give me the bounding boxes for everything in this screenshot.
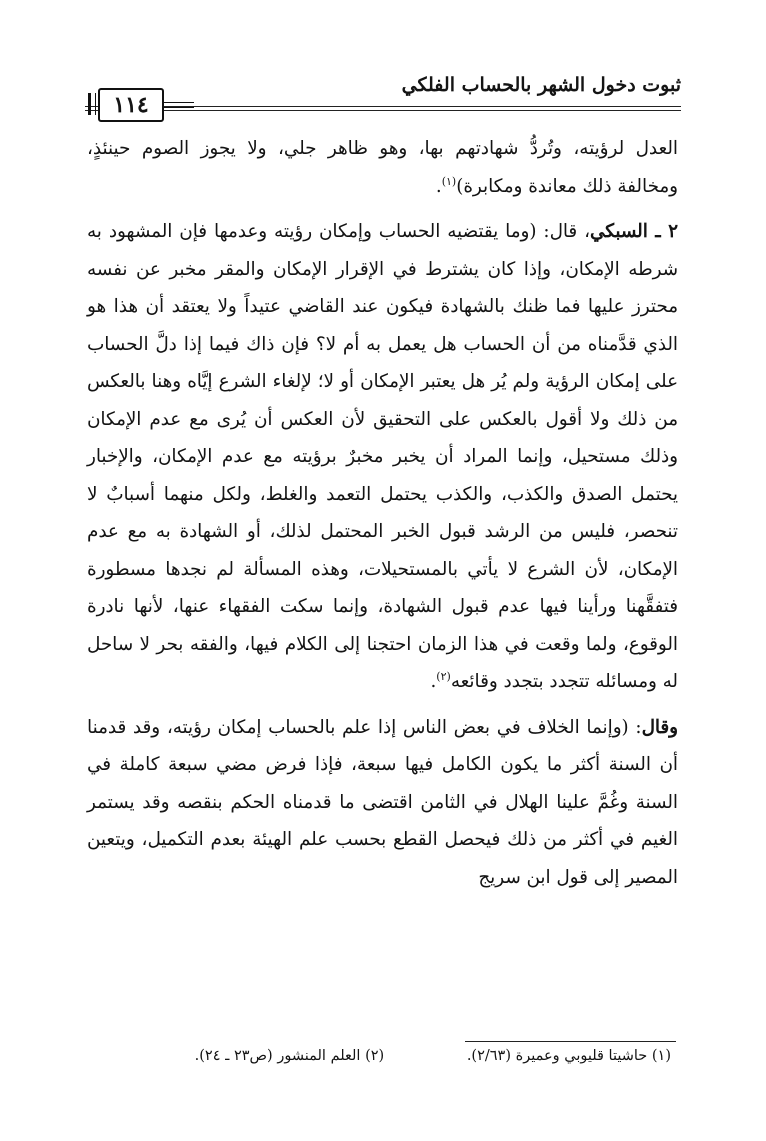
page-number-line-top: [164, 102, 194, 103]
paragraph-2-lead: ٢ ـ السبكي: [590, 221, 678, 242]
page-number-ornament: [88, 88, 228, 120]
footnote-ref-2: (٢): [436, 669, 451, 683]
page-number-bar: [88, 93, 96, 115]
paragraph-2-end: .: [430, 671, 437, 692]
paragraph-3-lead: وقال: [641, 716, 678, 738]
paragraph-3-text: : (وإنما الخلاف في بعض الناس إذا علم بالحساب إمكان رؤيته، وقد قدمنا أن السنة أكثر ما يكون الكامل فيها سبعة، فإذا فرض مضي سبعة كاملة في السنة وغُمَّ علينا الهلال في الثامن اقتضى ما قدمناه الحكم بنقصه وقد يستمر الغيم في أكثر من ذلك فيحصل القطع بحسب علم الهيئة بعدم التكميل، ويتعين المصير إلى قول ابن سريج: [87, 716, 678, 888]
paragraph-1-end: .: [435, 175, 442, 197]
footnotes: [95, 1048, 671, 1064]
paragraph-3: [87, 709, 678, 897]
footnote-ref-1: (١): [441, 174, 457, 188]
paragraph-1: [87, 130, 678, 205]
header-title: ثبوت دخول الشهر بالحساب الفلكي: [401, 74, 681, 96]
body-text: [87, 130, 678, 896]
footnote-separator: [465, 1041, 676, 1042]
paragraph-2: [87, 213, 678, 701]
footnote-2: (٢) العلم المنشور (ص٢٣ ـ ٢٤).: [194, 1048, 385, 1064]
page-number-line-bottom: [164, 107, 194, 108]
paragraph-1-text: العدل لرؤيته، وتُردُّ شهادتهم بها، وهو ظاهر جلي، ولا يجوز الصوم حينئذٍ، ومخالفة ذلك معاندة ومكابرة): [87, 138, 678, 197]
footnote-1: (١) حاشيتا قليوبي وعميرة (٢/٦٣).: [466, 1048, 671, 1064]
page-number: ١١٤: [98, 88, 164, 122]
paragraph-2-text: ، قال: (وما يقتضيه الحساب وإمكان رؤيته وعدمها فإن المشهود به شرطه الإمكان، وإذا كان يشترط في الإقرار الإمكان والمقر مخبر عن نفسه محترز عليها فما ظنك بالشهادة فيكون عند القاضي عتيداً ولا يعتقد أن هذا هو الذي قدَّمناه من أن الحساب هل يعمل به أم لا؟ فإن ذاك فيما إذا دلَّ الحساب على إمكان الرؤية ولم يُر هل يعتبر الإمكان أو لا؛ لإلغاء الشرع إيَّاه وهنا بالعكس من ذلك ولا أقول بالعكس على التحقيق لأن العكس أن يُرى مع عدم الإمكان وذلك مستحيل، وإنما المراد أن يخبر مخبرٌ برؤيته مع عدم الإمكان، والإخبار يحتمل الصدق والكذب، والكذب يحتمل التعمد والغلط، ولكل منهما أسبابٌ لا تنحصر، فليس من الرشد قبول الخبر المحتمل لذلك، أو الشهادة به مع عدم الإمكان، لأن الشرع لا يأتي بالمستحيلات، وهذه المسألة لم نجدها مسطورة فتفقَّهنا ورأينا فيها عدم قبول الشهادة، وإنما سكت الفقهاء عنها، لأنها نادرة الوقوع، ولما وقعت في هذا الزمان احتجنا إلى الكلام فيها، والفقه بحر لا ساحل له ومسائله تتجدد بتجدد وقائعه: [87, 221, 678, 692]
